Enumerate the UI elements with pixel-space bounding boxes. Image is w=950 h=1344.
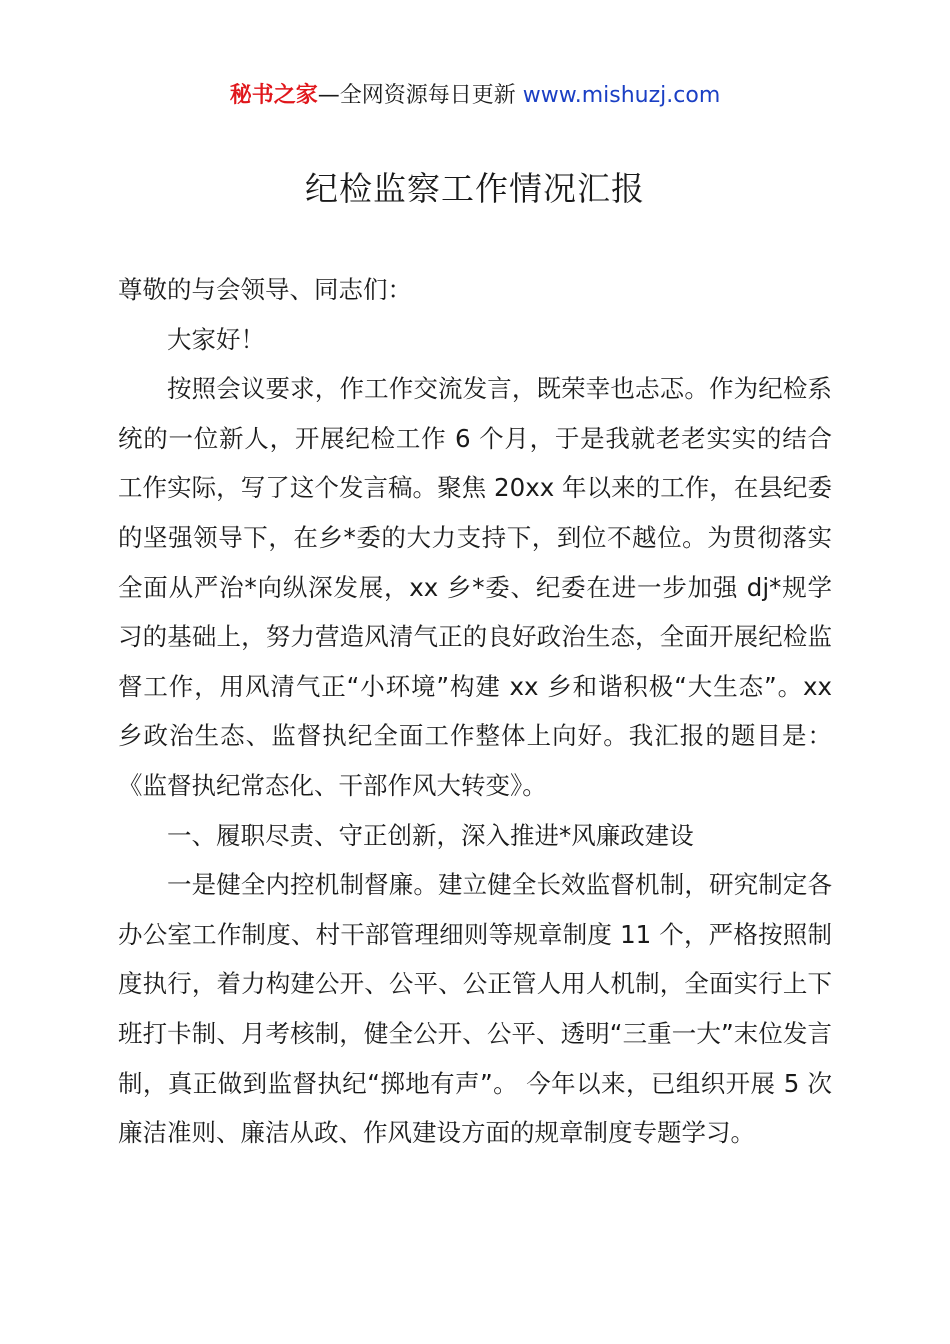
section-heading-1: 一、履职尽责、守正创新，深入推进*风廉政建设 (167, 820, 694, 850)
header-tagline: —全网资源每日更新 (317, 83, 523, 108)
greeting: 大家好！ (167, 324, 265, 354)
salutation: 尊敬的与会领导、同志们： (118, 275, 412, 304)
document-body (118, 265, 832, 1158)
brand-name: 秘书之家 (229, 83, 318, 108)
site-header (0, 80, 950, 112)
site-url-link[interactable]: www.mishuzj.com (522, 83, 721, 108)
document-title: 纪检监察工作情况汇报 (305, 169, 645, 208)
paragraph-intro: 按照会议要求，作工作交流发言，既荣幸也忐忑。作为纪检系统的一位新人，开展纪检工作 6 个月，于是我就老老实实的结合工作实际，写了这个发言稿。聚焦 20xx 年以来的工作，在县纪委的坚强领导下，在乡*委的大力支持下，到位不越位。为贯彻落实全面从严治*向纵深发展，xx 乡*委、纪委在进一步加强 dj*规学习的基础上，努力营造风清气正的良好政治生态，全面开展纪检监督工作，用风清气正“小环境”构建 xx 乡和谐积极“大生态”。xx 乡政治生态、监督执纪全面工作整体上向好。我汇报的题目是：《监督执纪常态化、干部作风大转变》。 (118, 374, 832, 800)
paragraph-internal-control: 一是健全内控机制督廉。建立健全长效监督机制，研究制定各办公室工作制度、村干部管理细则等规章制度 11 个，严格按照制度执行，着力构建公开、公平、公正管人用人机制，全面实行上下班打卡制、月考核制，健全公开、公平、透明“三重一大”末位发言制，真正做到监督执纪“掷地有声”。 今年以来，已组织开展 5 次廉洁准则、廉洁从政、作风建设方面的规章制度专题学习。 (118, 870, 832, 1148)
